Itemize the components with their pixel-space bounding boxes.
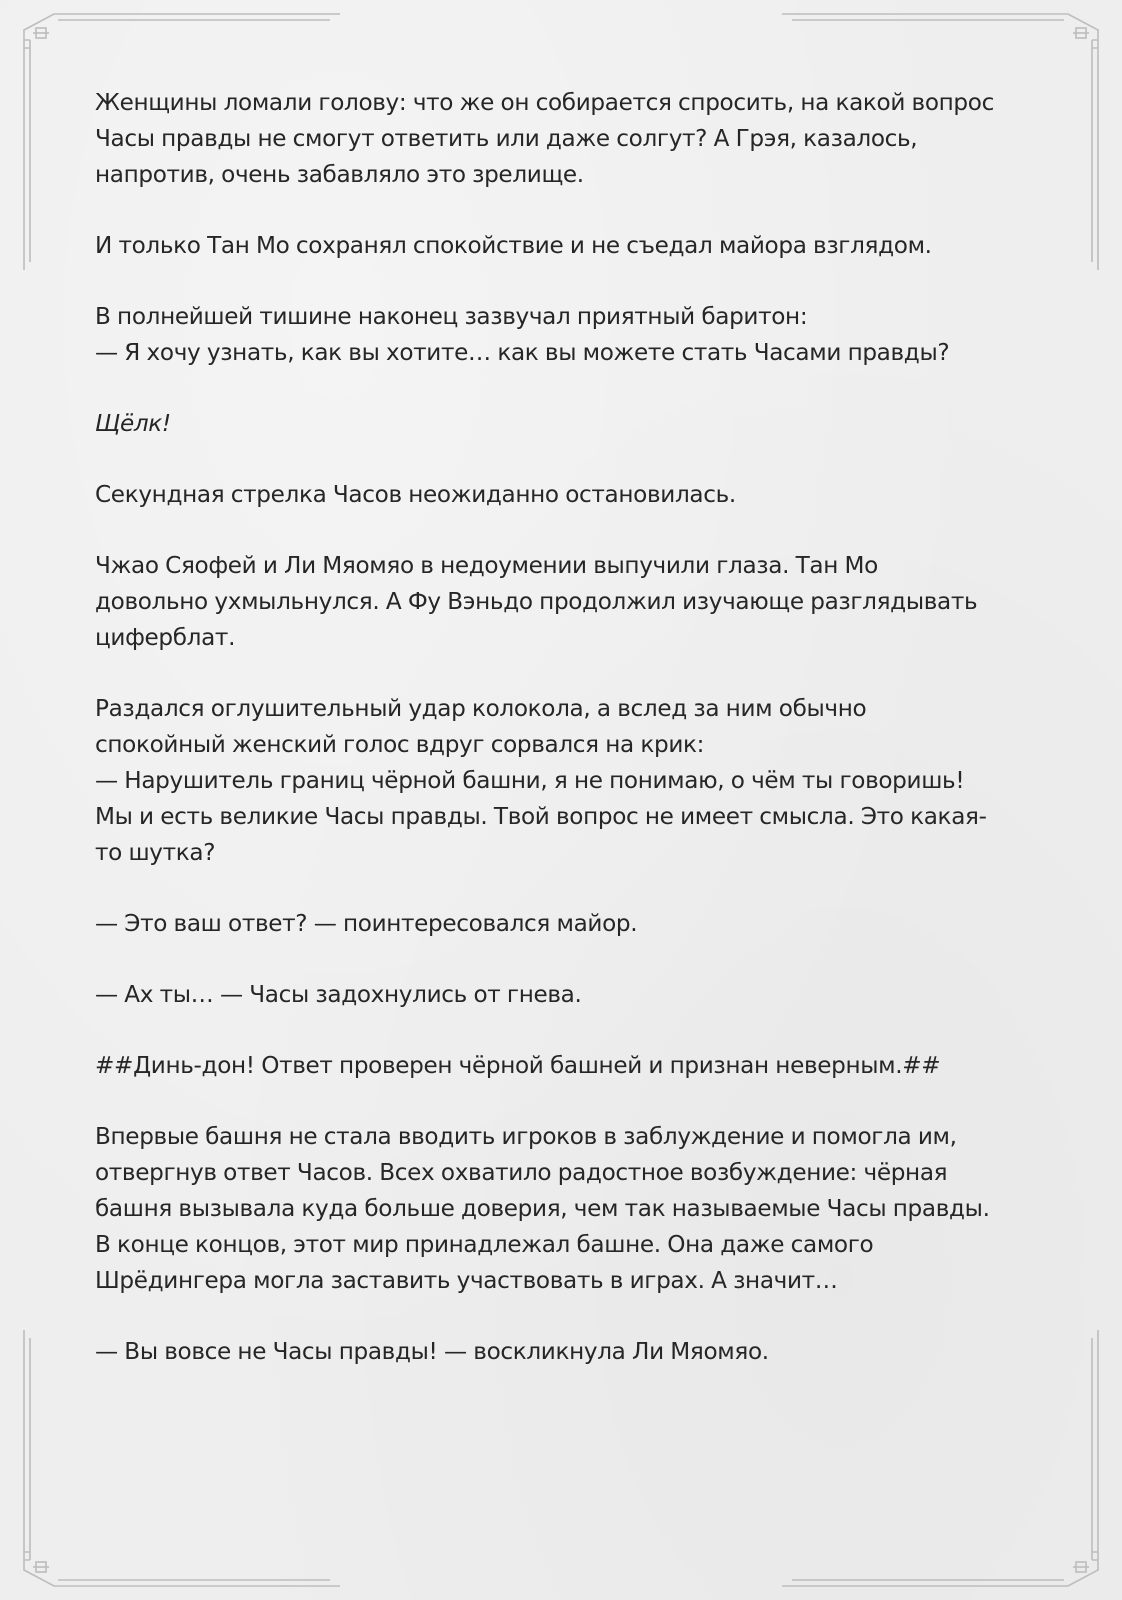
text-line: спокойный женский голос вдруг сорвался на крик: xyxy=(95,730,705,758)
system-message-line: ##Динь-дон! Ответ проверен чёрной башней и признан неверным.## xyxy=(95,1051,941,1079)
text-line: Чжао Сяофей и Ли Мяомяо в недоумении выпучили глаза. Тан Мо xyxy=(95,551,878,579)
chapter-text xyxy=(95,84,1035,1369)
paragraph xyxy=(95,1118,1035,1298)
sound-effect-paragraph xyxy=(95,405,1035,441)
paragraph xyxy=(95,298,1035,370)
dialogue-line: — Это ваш ответ? — поинтересовался майор. xyxy=(95,909,638,937)
dialogue-line: — Ах ты… — Часы задохнулись от гнева. xyxy=(95,980,582,1008)
text-line: Мы и есть великие Часы правды. Твой вопрос не имеет смысла. Это какая- xyxy=(95,802,987,830)
dialogue-line: — Нарушитель границ чёрной башни, я не понимаю, о чём ты говоришь! xyxy=(95,766,965,794)
paragraph xyxy=(95,547,1035,655)
paragraph xyxy=(95,227,1035,263)
text-line: Впервые башня не стала вводить игроков в заблуждение и помогла им, xyxy=(95,1122,957,1150)
dialogue-paragraph xyxy=(95,1333,1035,1369)
dialogue-line: — Вы вовсе не Часы правды! — воскликнула Ли Мяомяо. xyxy=(95,1337,769,1365)
text-line: напротив, очень забавляло это зрелище. xyxy=(95,160,584,188)
system-message-paragraph xyxy=(95,1047,1035,1083)
text-line: то шутка? xyxy=(95,838,216,866)
text-line: отвергнув ответ Часов. Всех охватило радостное возбуждение: чёрная xyxy=(95,1158,948,1186)
text-line: Щёлк! xyxy=(95,409,171,437)
text-line: В полнейшей тишине наконец зазвучал приятный баритон: xyxy=(95,302,808,330)
paragraph xyxy=(95,690,1035,870)
text-line: Раздался оглушительный удар колокола, а вслед за ним обычно xyxy=(95,694,867,722)
text-line: Женщины ломали голову: что же он собирается спросить, на какой вопрос xyxy=(95,88,994,116)
text-line: Часы правды не смогут ответить или даже солгут? А Грэя, казалось, xyxy=(95,124,918,152)
text-line: Шрёдингера могла заставить участвовать в играх. А значит… xyxy=(95,1266,838,1294)
paragraph xyxy=(95,84,1035,192)
text-line: довольно ухмыльнулся. А Фу Вэньдо продолжил изучающе разглядывать xyxy=(95,587,978,615)
dialogue-paragraph xyxy=(95,976,1035,1012)
text-line: Секундная стрелка Часов неожиданно остановилась. xyxy=(95,480,736,508)
paragraph xyxy=(95,476,1035,512)
dialogue-paragraph xyxy=(95,905,1035,941)
text-line: В конце концов, этот мир принадлежал башне. Она даже самого xyxy=(95,1230,874,1258)
text-line: И только Тан Мо сохранял спокойствие и не съедал майора взглядом. xyxy=(95,231,932,259)
dialogue-line: — Я хочу узнать, как вы хотите… как вы можете стать Часами правды? xyxy=(95,338,950,366)
text-line: башня вызывала куда больше доверия, чем так называемые Часы правды. xyxy=(95,1194,990,1222)
text-line: циферблат. xyxy=(95,623,236,651)
